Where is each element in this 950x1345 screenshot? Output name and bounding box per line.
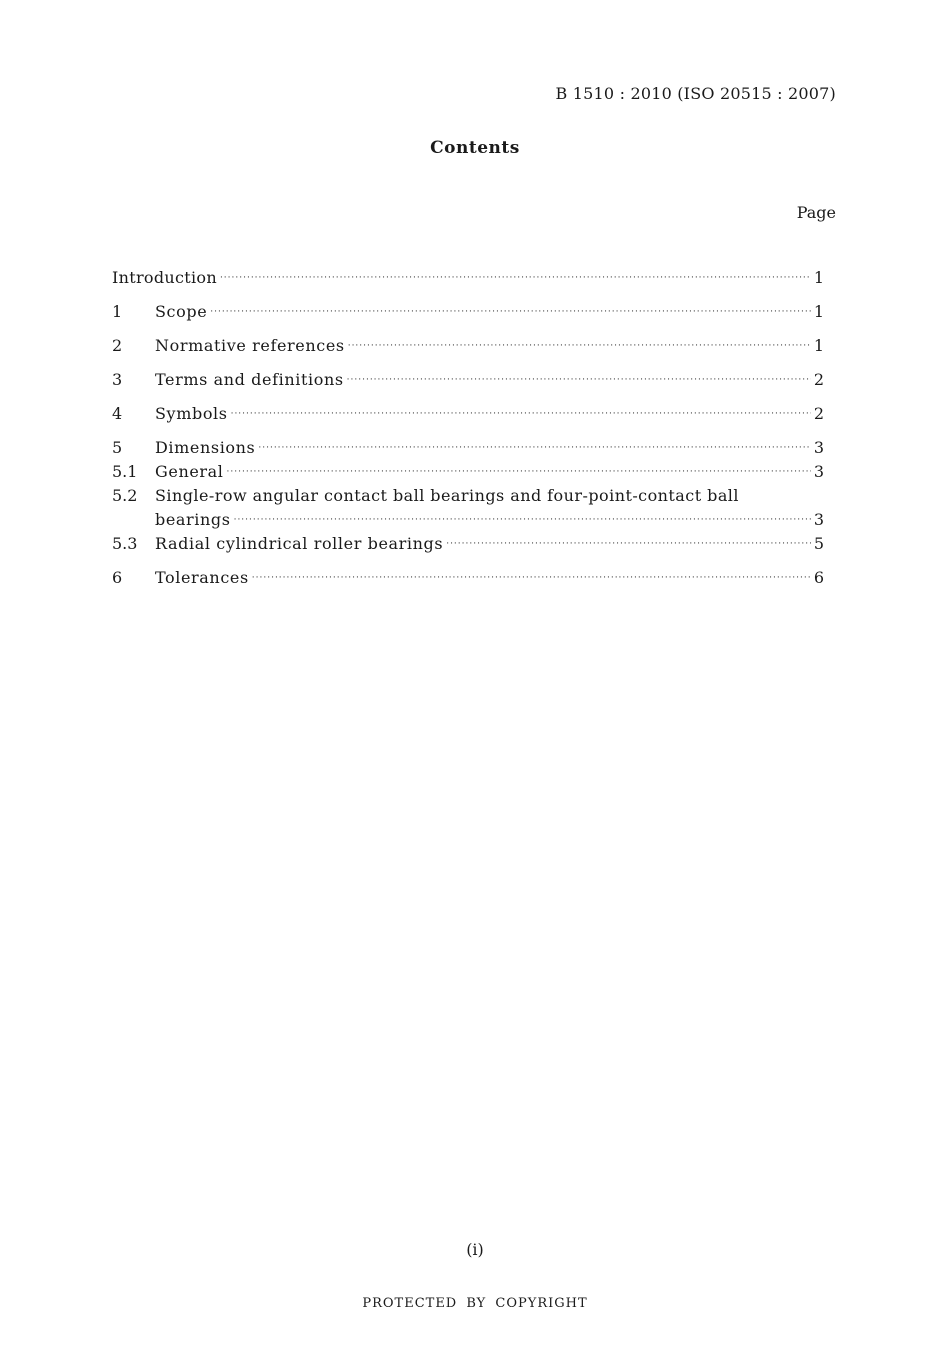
leader-dots [347,368,811,392]
toc-entry-number: 3 [112,370,123,389]
toc-entry-radial-cylindrical-roller-bearings[interactable] [112,532,824,556]
toc-entry-number: 1 [112,302,123,321]
leader-dots [210,300,811,324]
toc-entry-page: 3 [813,510,824,529]
toc-entry-page: 1 [813,268,824,287]
toc-entry-page: 6 [813,568,824,587]
leader-dots [252,566,811,590]
toc-entry-title: Terms and definitions [155,370,344,389]
toc-entry-scope[interactable] [112,300,824,324]
toc-entry-title: Introduction [112,268,217,287]
leader-dots [348,334,811,358]
toc-entry-dimensions[interactable] [112,436,824,460]
toc-entry-page: 1 [813,302,824,321]
toc-entry-number: 6 [112,568,123,587]
toc-entry-title: General [155,462,224,481]
toc-entry-symbols[interactable] [112,402,824,426]
leader-dots [446,532,811,556]
toc-entry-tolerances[interactable] [112,566,824,590]
toc-entry-page: 1 [813,336,824,355]
toc-entry-page: 3 [813,462,824,481]
toc-entry-page: 5 [813,534,824,553]
leader-dots [227,460,811,484]
toc-entry-title: Tolerances [155,568,249,587]
toc-entry-normative-references[interactable] [112,334,824,358]
leader-dots [231,402,811,426]
leader-dots [220,266,811,290]
table-of-contents [112,266,824,590]
toc-entry-title: Scope [155,302,208,321]
toc-entry-number: 4 [112,404,123,423]
toc-entry-number: 5.1 [112,462,138,481]
toc-entry-number: 5 [112,438,123,457]
toc-entry-number: 2 [112,336,123,355]
toc-entry-number: 5.3 [112,534,138,553]
toc-entry-title: Dimensions [155,438,256,457]
page-number: (i) [466,1240,484,1259]
toc-entry-terms-and-definitions[interactable] [112,368,824,392]
copyright-notice: PROTECTED BY COPYRIGHT [362,1296,588,1311]
page-column-label: Page [796,203,836,222]
toc-entry-page: 3 [813,438,824,457]
toc-entry-general[interactable] [112,460,824,484]
contents-heading: Contents [430,138,520,158]
leader-dots [258,436,810,460]
toc-entry-page: 2 [813,404,824,423]
document-identifier: B 1510 : 2010 (ISO 20515 : 2007) [555,84,836,103]
leader-dots [234,508,811,532]
toc-entry-title: Symbols [155,404,228,423]
toc-entry-single-row-bearings[interactable] [112,484,824,532]
toc-entry-title: Normative references [155,336,345,355]
toc-entry-introduction[interactable] [112,266,824,290]
toc-entry-number: 5.2 [112,486,138,505]
toc-entry-title: Single-row angular contact ball bearings and four-point-contact ball [155,486,739,505]
toc-entry-page: 2 [813,370,824,389]
toc-entry-title-continuation: bearings [155,510,231,529]
toc-entry-title: Radial cylindrical roller bearings [155,534,444,553]
